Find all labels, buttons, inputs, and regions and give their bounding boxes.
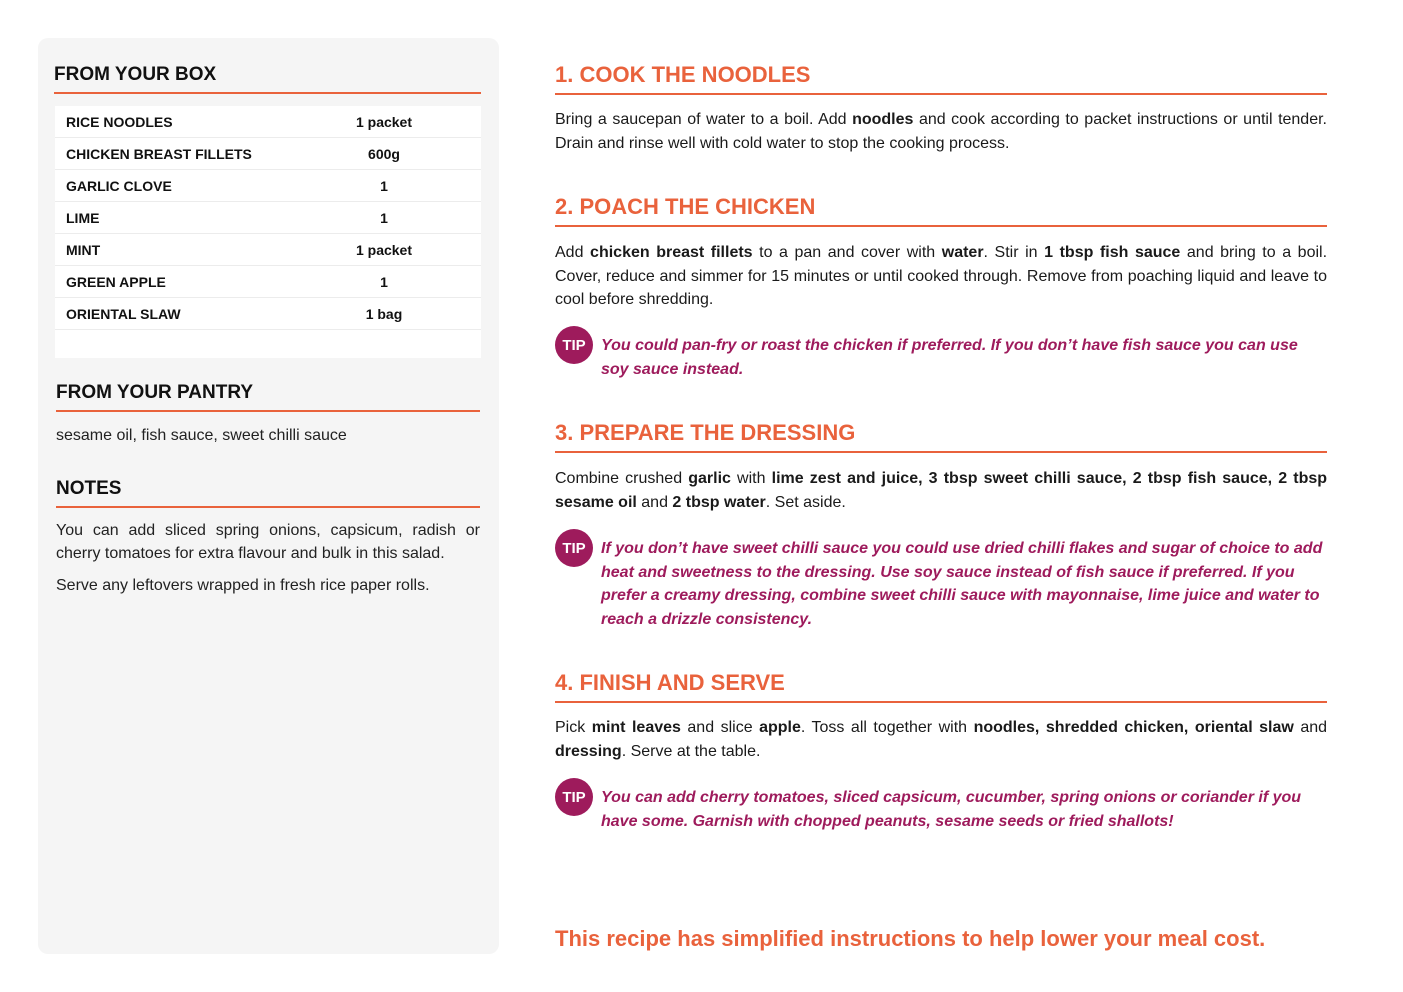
note-text: Serve any leftovers wrapped in fresh rice paper rolls. xyxy=(56,577,430,594)
ingredient-name: GARLIC CLOVE xyxy=(66,177,172,194)
instruction-text: with xyxy=(730,470,772,487)
ingredient-qty: 1 packet xyxy=(355,241,413,258)
ingredient-row xyxy=(55,234,481,266)
instruction-text: and cook according to packet instructions or until tender. Drain and rinse well with cold water to stop the cooking process. xyxy=(555,111,1327,152)
bold-ingredient-text: garlic xyxy=(688,470,731,487)
step-title: 1. COOK THE NOODLES xyxy=(555,62,1327,95)
from-your-box-heading: FROM YOUR BOX xyxy=(54,64,481,94)
ingredient-row xyxy=(55,106,481,138)
from-your-pantry-heading: FROM YOUR PANTRY xyxy=(56,382,480,412)
instruction-text: to a pan and cover with xyxy=(752,244,942,261)
pantry-items: sesame oil, fish sauce, sweet chilli sauce xyxy=(56,427,347,444)
instruction-text: Pick xyxy=(555,719,592,736)
ingredient-qty: 1 bag xyxy=(365,305,403,322)
notes-heading: NOTES xyxy=(56,478,480,508)
bold-ingredient-text: 2 tbsp water xyxy=(672,493,766,511)
note-text: You can add sliced spring onions, capsicum, radish or cherry tomatoes for extra flavour and bulk in this salad. xyxy=(56,522,480,562)
bold-ingredient-text: 1 tbsp fish sauce xyxy=(1044,244,1181,261)
ingredient-row xyxy=(55,170,481,202)
bold-ingredient-text: lime zest and juice, 3 tbsp sweet chilli sauce, 2 tbsp fish sauce, 2 tbsp sesame oil xyxy=(555,470,1328,511)
tip-text: You can add cherry tomatoes, sliced capsicum, cucumber, spring onions or coriander if you have some. Garnish with chopped peanuts, sesame seeds or fried shallots! xyxy=(601,789,1302,830)
instruction-text: and xyxy=(636,493,673,511)
step-title: 4. FINISH AND SERVE xyxy=(555,670,1327,703)
bold-ingredient-text: noodles, shredded chicken, oriental slaw xyxy=(973,719,1294,736)
ingredient-name: ORIENTAL SLAW xyxy=(66,305,181,322)
tip-badge: TIP xyxy=(555,326,593,364)
step-title: 2. POACH THE CHICKEN xyxy=(555,194,1327,227)
tip-badge: TIP xyxy=(555,529,593,567)
bold-ingredient-text: noodles xyxy=(852,111,914,128)
footer-note: This recipe has simplified instructions to help lower your meal cost. xyxy=(555,926,1266,951)
ingredient-row xyxy=(55,138,481,170)
tip-text: If you don’t have sweet chilli sauce you could use dried chilli flakes and sugar of choice to add heat and sweetness to the dressing. Use soy sauce instead of fish sauce if preferred. If you prefer a creamy dressing, combine sweet chilli sauce with mayonnaise, lime juice and water to reach a drizzle consistency. xyxy=(601,540,1323,628)
ingredient-name: LIME xyxy=(66,209,100,226)
instruction-text: . Serve at the table. xyxy=(621,742,761,760)
ingredient-name: RICE NOODLES xyxy=(66,113,173,130)
instruction-text: Combine crushed xyxy=(555,470,689,487)
tip-badge: TIP xyxy=(555,778,593,816)
ingredient-qty: 1 packet xyxy=(355,113,413,130)
ingredients-sidebar xyxy=(38,38,499,954)
ingredients-table xyxy=(55,106,481,358)
instruction-text: and slice xyxy=(680,719,760,736)
bold-ingredient-text: water xyxy=(941,244,984,261)
instruction-text: . Stir in xyxy=(983,244,1045,261)
tip-text: You could pan-fry or roast the chicken if preferred. If you don’t have fish sauce you can use soy sauce instead. xyxy=(601,337,1298,378)
step-text xyxy=(555,716,1327,763)
ingredient-qty: 1 xyxy=(380,177,388,194)
bold-ingredient-text: apple xyxy=(759,719,801,736)
bold-ingredient-text: dressing xyxy=(555,742,622,760)
instruction-text: Add xyxy=(555,244,591,261)
step-text xyxy=(555,467,1327,514)
instruction-text: and xyxy=(1293,719,1328,736)
ingredient-row xyxy=(55,298,481,330)
ingredient-qty: 1 xyxy=(380,209,388,226)
step-text xyxy=(555,108,1327,155)
ingredient-name: CHICKEN BREAST FILLETS xyxy=(66,145,252,162)
instruction-text: Bring a saucepan of water to a boil. Add xyxy=(555,111,853,128)
bold-ingredient-text: chicken breast fillets xyxy=(590,244,753,261)
instruction-text: . Toss all together with xyxy=(800,719,974,736)
instruction-text: . Set aside. xyxy=(765,493,846,511)
ingredient-qty: 600g xyxy=(368,145,400,162)
instruction-text: and bring to a boil. Cover, reduce and simmer for 15 minutes or until cooked through. Remove from poaching liquid and leave to cool before shredding. xyxy=(555,244,1328,308)
ingredient-name: GREEN APPLE xyxy=(66,273,166,290)
ingredient-qty: 1 xyxy=(380,273,388,290)
ingredient-row xyxy=(55,202,481,234)
ingredient-name: MINT xyxy=(66,241,101,258)
bold-ingredient-text: mint leaves xyxy=(591,719,681,736)
step-text xyxy=(555,241,1327,312)
step-title: 3. PREPARE THE DRESSING xyxy=(555,420,1327,453)
ingredient-row xyxy=(55,266,481,298)
